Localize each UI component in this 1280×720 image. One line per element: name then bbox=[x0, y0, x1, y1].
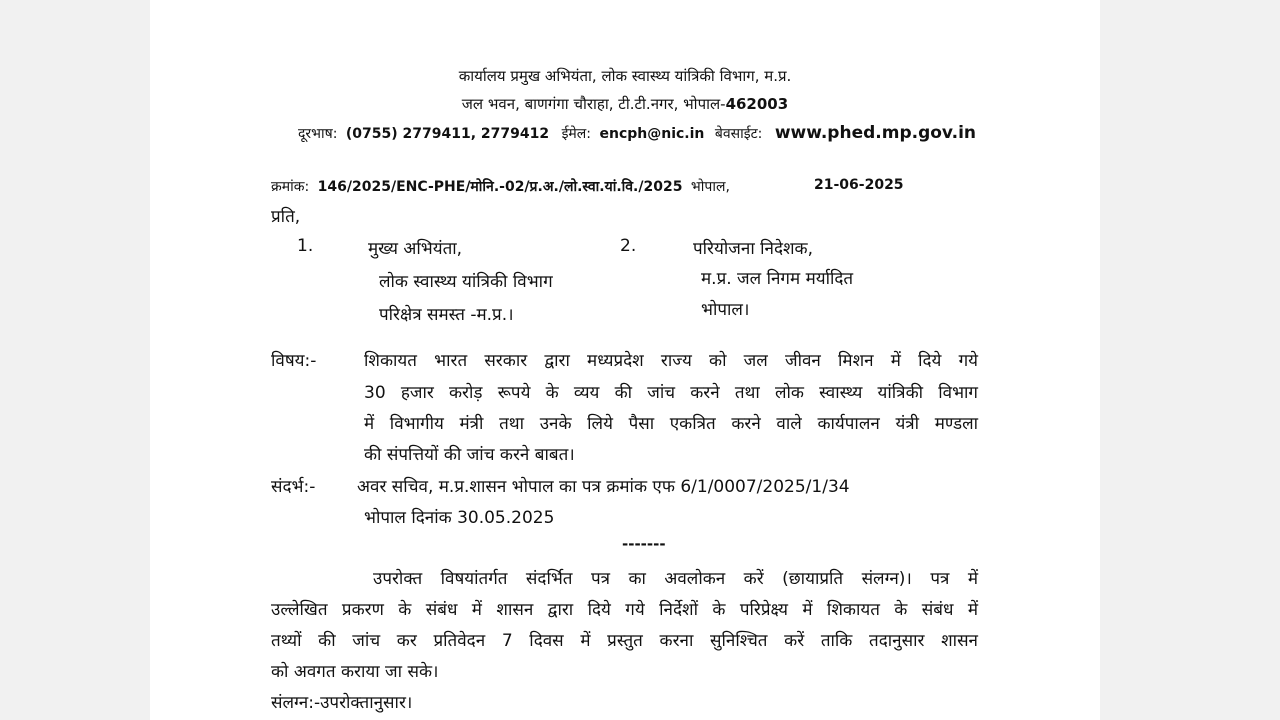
subject-line: शिकायत भारत सरकार द्वारा मध्यप्रदेश राज्य को जल जीवन मिशन में दिये गये bbox=[364, 351, 978, 371]
addressee-2-line: भोपाल। bbox=[701, 300, 750, 320]
addressee-1-line: मुख्य अभियंता, bbox=[368, 239, 463, 259]
addressee-1-line: लोक स्वास्थ्य यांत्रिकी विभाग bbox=[379, 272, 553, 292]
subject-line: 30 हजार करोड़ रूपये के व्यय की जांच करने तथा लोक स्वास्थ्य यांत्रिकी विभाग bbox=[364, 383, 978, 403]
subject-label: विषय:- bbox=[271, 351, 317, 371]
reference-section-label: संदर्भ:- bbox=[271, 477, 316, 497]
body-line: तथ्यों की जांच कर प्रतिवेदन 7 दिवस में प्रस्तुत करना सुनिश्चित करें ताकि तदानुसार शासन bbox=[271, 631, 978, 651]
body-line: उपरोक्त विषयांतर्गत संदर्भित पत्र का अवलोकन करें (छायाप्रति संलग्न)। पत्र में bbox=[373, 569, 978, 589]
to-label: प्रति, bbox=[271, 207, 301, 227]
website-url: www.phed.mp.gov.in bbox=[774, 123, 976, 143]
subject-line: में विभागीय मंत्री तथा उनके लिये पैसा एकत्रित करने वाले कार्यपालन यंत्री मण्डला bbox=[364, 414, 978, 434]
addressee-1-line: परिक्षेत्र समस्त -म.प्र.। bbox=[379, 305, 514, 325]
office-title: कार्यालय प्रमुख अभियंता, लोक स्वास्थ्य यांत्रिकी विभाग, म.प्र. bbox=[458, 67, 792, 85]
letter-date: 21-06-2025 bbox=[814, 177, 904, 193]
addressee-1-number: 1. bbox=[297, 236, 314, 256]
contact-line bbox=[298, 123, 976, 143]
email-label: ईमेल: bbox=[561, 126, 592, 142]
subject-line: की संपत्तियों की जांच करने बाबत। bbox=[364, 445, 575, 465]
reference-line bbox=[271, 177, 730, 196]
reference-label: क्रमांक: bbox=[271, 179, 310, 195]
addressee-2-line: परियोजना निदेशक, bbox=[693, 239, 814, 259]
website-label: बेवसाईट: bbox=[714, 126, 763, 142]
addressee-2-line: म.प्र. जल निगम मर्यादित bbox=[701, 269, 854, 289]
reference-section-line: अवर सचिव, म.प्र.शासन भोपाल का पत्र क्रमांक एफ 6/1/0007/2025/1/34 bbox=[357, 477, 850, 497]
phone-numbers: (0755) 2779411, 2779412 bbox=[345, 126, 550, 142]
reference-place: भोपाल, bbox=[690, 179, 730, 195]
email-address: encph@nic.in bbox=[599, 126, 705, 142]
reference-section-line: भोपाल दिनांक 30.05.2025 bbox=[364, 508, 555, 528]
document-page bbox=[150, 0, 1100, 720]
phone-label: दूरभाष: bbox=[298, 126, 338, 142]
section-divider: ------- bbox=[622, 535, 666, 553]
reference-number: 146/2025/ENC-PHE/मोनि.-02/प्र.अ./लो.स्वा.यां.वि./2025 bbox=[317, 179, 683, 195]
addressee-2-number: 2. bbox=[620, 236, 637, 256]
address-text: जल भवन, बाणगंगा चौराहा, टी.टी.नगर, भोपाल- bbox=[461, 95, 726, 113]
pincode: 462003 bbox=[725, 95, 789, 113]
enclosure-note: संलग्न:-उपरोक्तानुसार। bbox=[271, 693, 413, 713]
body-line: को अवगत कराया जा सके। bbox=[271, 662, 439, 682]
office-address bbox=[150, 94, 1100, 114]
body-line: उल्लेखित प्रकरण के संबंध में शासन द्वारा दिये गये निर्देशों के परिप्रेक्ष्य में शिकायत के संबंध में bbox=[271, 600, 978, 620]
